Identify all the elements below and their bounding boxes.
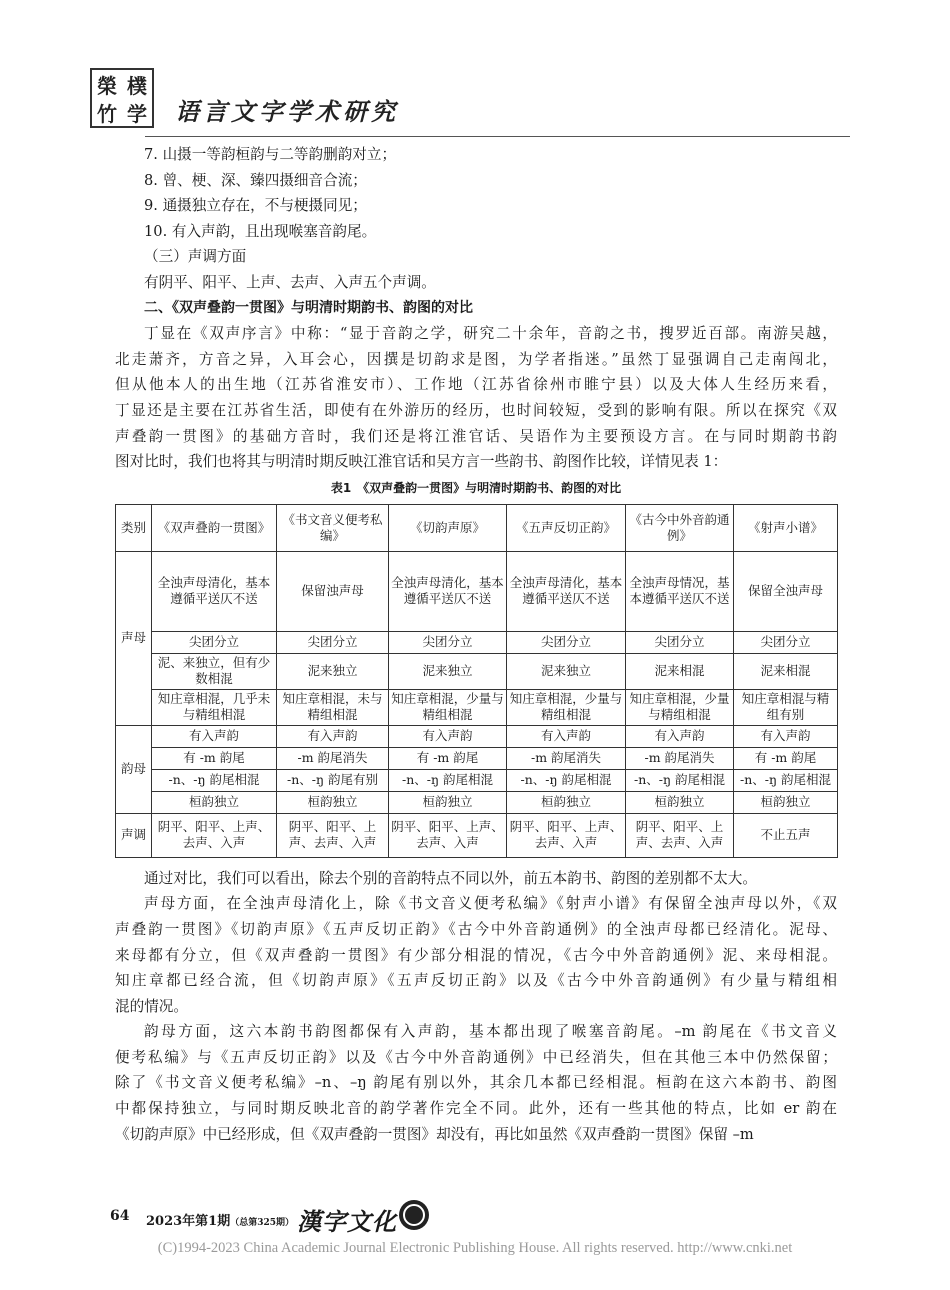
brand-seal-icon bbox=[399, 1200, 429, 1230]
table-cell: 有入声韵 bbox=[152, 725, 277, 747]
table-cell: 泥来独立 bbox=[277, 653, 389, 689]
text-line: 声叠韵一贯图》的基础方音时，我们还是将江淮官话、吴语作为主要预设方言。在与同时期韵书韵 bbox=[115, 427, 837, 445]
issue-info bbox=[146, 1210, 294, 1229]
text-line: 丁显还是主要在江苏省生活，即使有在外游历的经历，也时间较短，受到的影响有限。所以在探究《双 bbox=[115, 401, 837, 419]
table-cell: 尖团分立 bbox=[507, 631, 626, 653]
tone-text: 有阴平、阳平、上声、去声、入声五个声调。 bbox=[144, 273, 436, 291]
copyright-notice: (C)1994-2023 China Academic Journal Electronic Publishing House. All rights reserved. http://www.cnki.net bbox=[157, 1240, 793, 1256]
table-cell: 有入声韵 bbox=[389, 725, 507, 747]
table-row bbox=[116, 631, 838, 653]
table-cell: 尖团分立 bbox=[277, 631, 389, 653]
table-cell: 泥来独立 bbox=[389, 653, 507, 689]
table-cell: 全浊声母清化，基本遵循平送仄不送 bbox=[152, 551, 277, 631]
page-footer bbox=[110, 1206, 840, 1236]
table-cell: 泥、来独立，但有少数相混 bbox=[152, 653, 277, 689]
journal-logo bbox=[90, 68, 154, 128]
text-line: 《切韵声原》中已经形成，但《双声叠韵一贯图》却没有，再比如虽然《双声叠韵一贯图》保留 –m bbox=[115, 1125, 754, 1143]
logo-char: 竹 bbox=[97, 101, 117, 126]
table-cell: 桓韵独立 bbox=[734, 791, 838, 813]
table-cell: 尖团分立 bbox=[389, 631, 507, 653]
table-cell: 知庄章相混，少量与精组相混 bbox=[507, 689, 626, 725]
table-category-cell: 韵母 bbox=[116, 725, 152, 813]
table-cell: -n、-ŋ 韵尾相混 bbox=[152, 769, 277, 791]
table-header-cell: 《切韵声原》 bbox=[389, 504, 507, 551]
table-cell: 尖团分立 bbox=[626, 631, 734, 653]
table-cell: 有入声韵 bbox=[626, 725, 734, 747]
table-row bbox=[116, 747, 838, 769]
article-body bbox=[115, 142, 837, 1147]
table-cell: 知庄章相混，未与精组相混 bbox=[277, 689, 389, 725]
paragraph-initials bbox=[115, 891, 837, 1019]
text-line: 知庄章都已经合流，但《切韵声原》《五声反切正韵》以及《古今中外音韵通例》有少量与精组相 bbox=[115, 972, 837, 990]
table-header-row bbox=[116, 504, 838, 551]
table-cell: 全浊声母清化，基本遵循平送仄不送 bbox=[389, 551, 507, 631]
table-caption: 表1 《双声叠韵一贯图》与明清时期韵书、韵图的对比 bbox=[330, 480, 622, 495]
text-line: 便考私编》与《五声反切正韵》以及《古今中外音韵通例》中已经消失，但在其他三本中仍然保留； bbox=[115, 1048, 837, 1066]
table-cell: 桓韵独立 bbox=[152, 791, 277, 813]
paragraph-intro bbox=[115, 321, 837, 475]
table-row bbox=[116, 689, 838, 725]
table-row bbox=[116, 769, 838, 791]
table-cell: 阴平、阳平、上声、去声、入声 bbox=[389, 813, 507, 857]
list-item: 7. 山摄一等韵桓韵与二等韵删韵对立； bbox=[144, 146, 397, 163]
table-cell: -n、-ŋ 韵尾有别 bbox=[277, 769, 389, 791]
text-line: 通过对比，我们可以看出，除去个别的音韵特点不同以外，前五本韵书、韵图的差别都不太大。 bbox=[144, 869, 757, 887]
table-cell: 泥来相混 bbox=[734, 653, 838, 689]
journal-title: 语言文字学术研究 bbox=[175, 97, 399, 126]
table-cell: 有 -m 韵尾 bbox=[152, 747, 277, 769]
text-line: 来母都有分立，但《双声叠韵一贯图》有少部分相混的情况，《古今中外音韵通例》泥、来母相混。 bbox=[115, 946, 837, 964]
comparison-table bbox=[115, 504, 838, 858]
table-cell: -m 韵尾消失 bbox=[507, 747, 626, 769]
table-cell: 全浊声母清化，基本遵循平送仄不送 bbox=[507, 551, 626, 631]
table-cell: 保留全浊声母 bbox=[734, 551, 838, 631]
table-cell: 尖团分立 bbox=[152, 631, 277, 653]
table-cell: 桓韵独立 bbox=[507, 791, 626, 813]
table-header-cell: 《射声小谱》 bbox=[734, 504, 838, 551]
table-cell: -n、-ŋ 韵尾相混 bbox=[626, 769, 734, 791]
header-rule bbox=[145, 136, 850, 137]
text-line: 北走萧齐，方音之异，入耳会心，因撰是切韵求是图，为学者指迷。”虽然丁显强调自己走南闯北， bbox=[115, 350, 837, 368]
table-cell: -m 韵尾消失 bbox=[626, 747, 734, 769]
logo-char: 樸 bbox=[127, 73, 147, 98]
text-line: 但从他本人的出生地（江苏省淮安市）、工作地（江苏省徐州市睢宁县）以及大体人生经历来看， bbox=[115, 376, 837, 394]
text-line: 除了《书文音义便考私编》–n、–ŋ 韵尾有别以外，其余几本都已经相混。桓韵在这六本韵书、韵图 bbox=[115, 1074, 837, 1092]
table-row bbox=[116, 813, 838, 857]
table-cell: 桓韵独立 bbox=[277, 791, 389, 813]
table-cell: 不止五声 bbox=[734, 813, 838, 857]
table-cell: 阴平、阳平、上声、去声、入声 bbox=[626, 813, 734, 857]
tone-subheading: （三）声调方面 bbox=[144, 248, 247, 266]
table-row bbox=[116, 725, 838, 747]
page-number: 64 bbox=[110, 1208, 130, 1224]
table-cell: 知庄章相混，几乎未与精组相混 bbox=[152, 689, 277, 725]
table-cell: 保留浊声母 bbox=[277, 551, 389, 631]
logo-char: 榮 bbox=[97, 73, 117, 98]
table-header-cell: 《双声叠韵一贯图》 bbox=[152, 504, 277, 551]
journal-brand: 漢字文化 bbox=[297, 1207, 397, 1236]
table-header-cell: 类别 bbox=[116, 504, 152, 551]
table-cell: 阴平、阳平、上声、去声、入声 bbox=[277, 813, 389, 857]
table-cell: 阴平、阳平、上声、去声、入声 bbox=[152, 813, 277, 857]
table-header-cell: 《古今中外音韵通例》 bbox=[626, 504, 734, 551]
issue-label: 2023年第1期 bbox=[146, 1214, 231, 1229]
table-cell: -n、-ŋ 韵尾相混 bbox=[734, 769, 838, 791]
table-cell: 知庄章相混与精组有别 bbox=[734, 689, 838, 725]
text-line: 声母方面，在全浊声母清化上，除《书文音义便考私编》《射声小谱》有保留全浊声母以外，《双 bbox=[144, 895, 837, 913]
table-category-cell: 声调 bbox=[116, 813, 152, 857]
table-cell: 有入声韵 bbox=[507, 725, 626, 747]
table-cell: 有 -m 韵尾 bbox=[734, 747, 838, 769]
text-line: 混的情况。 bbox=[115, 997, 188, 1015]
table-cell: 桓韵独立 bbox=[389, 791, 507, 813]
table-row bbox=[116, 551, 838, 631]
table-cell: 有 -m 韵尾 bbox=[389, 747, 507, 769]
logo-char: 学 bbox=[127, 101, 147, 126]
table-cell: 桓韵独立 bbox=[626, 791, 734, 813]
feature-list bbox=[115, 142, 837, 244]
table-header-cell: 《书文音义便考私编》 bbox=[277, 504, 389, 551]
table-cell: 阴平、阳平、上声、去声、入声 bbox=[507, 813, 626, 857]
table-header-cell: 《五声反切正韵》 bbox=[507, 504, 626, 551]
table-cell: 全浊声母情况，基本遵循平送仄不送 bbox=[626, 551, 734, 631]
text-line: 图对比时，我们也将其与明清时期反映江淮官话和吴方言一些韵书、韵图作比较，详情见表 1： bbox=[115, 453, 728, 471]
table-cell: 知庄章相混，少量与精组相混 bbox=[389, 689, 507, 725]
paragraph-summary bbox=[115, 866, 837, 892]
text-line: 中都保持独立，与同时期反映北音的韵学著作完全不同。此外，还有一些其他的特点，比如 er 韵在 bbox=[115, 1100, 837, 1118]
table-category-cell: 声母 bbox=[116, 551, 152, 725]
table-cell: 有入声韵 bbox=[734, 725, 838, 747]
table-cell: 泥来相混 bbox=[626, 653, 734, 689]
table-cell: -n、-ŋ 韵尾相混 bbox=[389, 769, 507, 791]
table-cell: 有入声韵 bbox=[277, 725, 389, 747]
text-line: 丁显在《双声序言》中称：“显于音韵之学，研究二十余年，音韵之书，搜罗近百部。南游吴越， bbox=[144, 325, 837, 343]
table-cell: -m 韵尾消失 bbox=[277, 747, 389, 769]
text-line: 声叠韵一贯图》《切韵声原》《五声反切正韵》《古今中外音韵通例》的全浊声母都已经清化。泥母、 bbox=[115, 920, 837, 938]
section-heading: 二、《双声叠韵一贯图》与明清时期韵书、韵图的对比 bbox=[144, 299, 473, 316]
list-item: 8. 曾、梗、深、臻四摄细音合流； bbox=[144, 171, 367, 189]
table-row bbox=[116, 653, 838, 689]
table-cell: 知庄章相混，少量与精组相混 bbox=[626, 689, 734, 725]
table-cell: -n、-ŋ 韵尾相混 bbox=[507, 769, 626, 791]
issue-total: （总第325期） bbox=[230, 1218, 295, 1228]
table-cell: 泥来独立 bbox=[507, 653, 626, 689]
paragraph-finals bbox=[115, 1019, 837, 1147]
list-item: 9. 通摄独立存在，不与梗摄同见； bbox=[144, 197, 367, 215]
list-item: 10. 有入声韵，且出现喉塞音韵尾。 bbox=[144, 222, 377, 240]
table-row bbox=[116, 791, 838, 813]
table-cell: 尖团分立 bbox=[734, 631, 838, 653]
text-line: 韵母方面，这六本韵书韵图都保有入声韵，基本都出现了喉塞音韵尾。–m 韵尾在《书文音义 bbox=[144, 1023, 837, 1041]
